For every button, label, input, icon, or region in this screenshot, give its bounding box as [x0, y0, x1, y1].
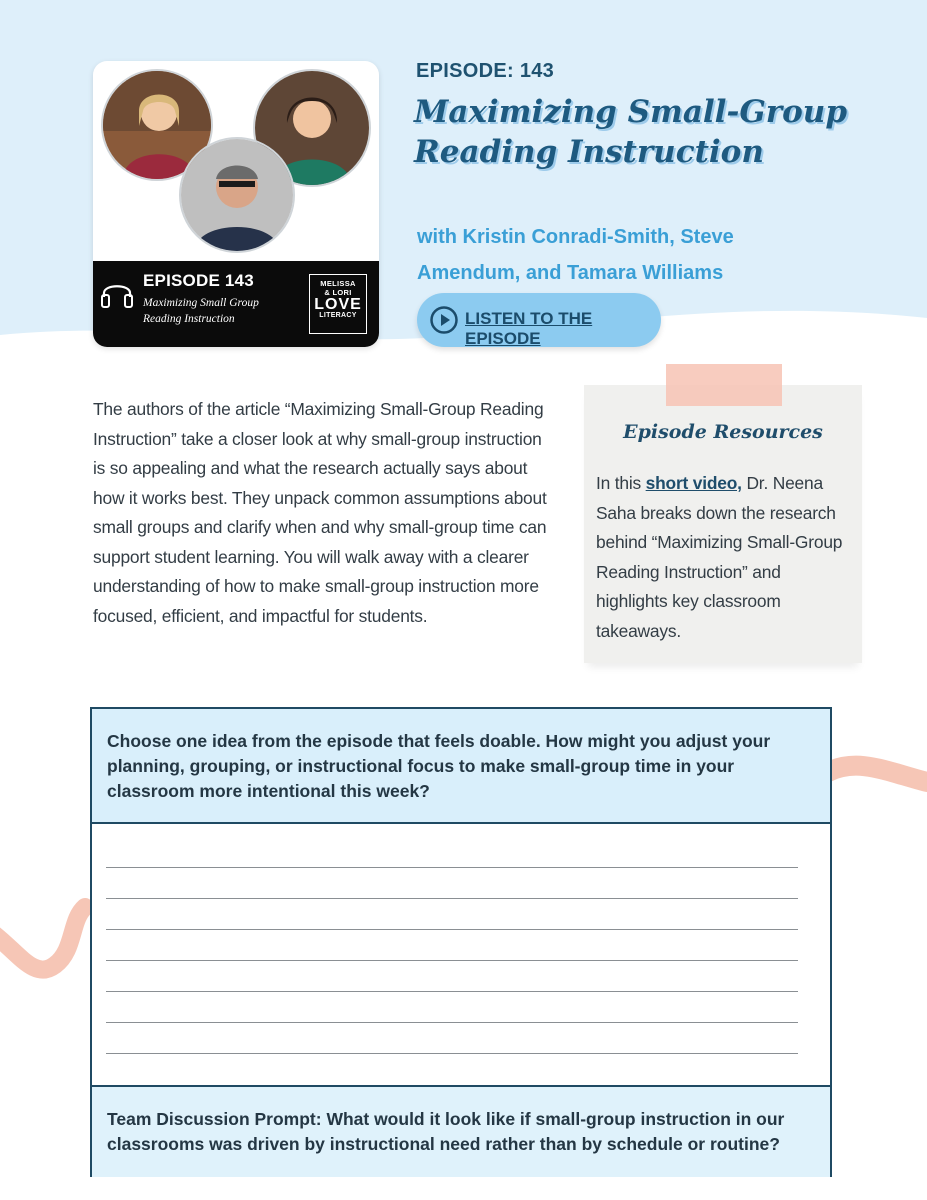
cover-caption-band	[93, 261, 379, 347]
team-discussion-prompt: Team Discussion Prompt: What would it look like if small-group instruction in our classrooms was driven by instructional need rather than by schedule or routine?	[107, 1109, 785, 1154]
resources-text: In this short video, Dr. Neena Saha breaks down the research behind “Maximizing Small-Group Reading Instruction” and highlights key classroom takeaways.	[596, 473, 843, 641]
writing-line[interactable]	[106, 991, 798, 992]
short-video-link[interactable]: short video,	[645, 473, 742, 493]
cover-episode-number: EPISODE 143	[143, 271, 254, 290]
melissa-lori-love-literacy-logo: MELISSA & LORI LOVE LITERACY	[309, 274, 367, 334]
listen-button-label: LISTEN TO THE EPISODE	[465, 309, 593, 348]
decorative-squiggle-right	[828, 752, 927, 812]
writing-line[interactable]	[106, 898, 798, 899]
episode-title: Maximizing Small-Group Reading Instruction	[414, 94, 848, 170]
reflection-worksheet	[90, 707, 832, 1177]
episode-description: The authors of the article “Maximizing Small-Group Reading Instruction” take a closer look at why small-group instruction is so appealing and what the research actually says about how it works best. They unpack common assumptions about small groups and clarify when and why small-group time can support student learning. You will walk away with a clearer understanding of how to make small-group instruction more focused, efficient, and impactful for students.	[93, 399, 547, 626]
play-icon	[429, 305, 459, 335]
listen-to-episode-button[interactable]	[417, 293, 661, 347]
writing-line[interactable]	[106, 960, 798, 961]
headphones-icon	[99, 275, 135, 311]
reflection-question: Choose one idea from the episode that feels doable. How might you adjust your planning, grouping, or instructional focus to make small-group time in your classroom more intentional this week?	[107, 731, 771, 801]
writing-line[interactable]	[106, 929, 798, 930]
writing-line[interactable]	[106, 1022, 798, 1023]
decorative-squiggle-left	[0, 895, 92, 990]
writing-line[interactable]	[106, 1053, 798, 1054]
guest-portrait-3	[179, 137, 295, 253]
tape-decoration	[666, 364, 782, 406]
podcast-cover[interactable]	[93, 61, 379, 347]
resources-title: Episode Resources	[623, 421, 823, 443]
team-discussion-section	[92, 1085, 830, 1177]
reflection-question-header	[92, 709, 830, 824]
writing-line[interactable]	[106, 867, 798, 868]
episode-resources-card	[584, 385, 862, 663]
cover-subtitle: Maximizing Small Group Reading Instruction	[143, 297, 259, 325]
episode-label: EPISODE: 143	[416, 60, 555, 82]
episode-guests: with Kristin Conradi-Smith, Steve Amendum, and Tamara Williams	[417, 226, 734, 284]
